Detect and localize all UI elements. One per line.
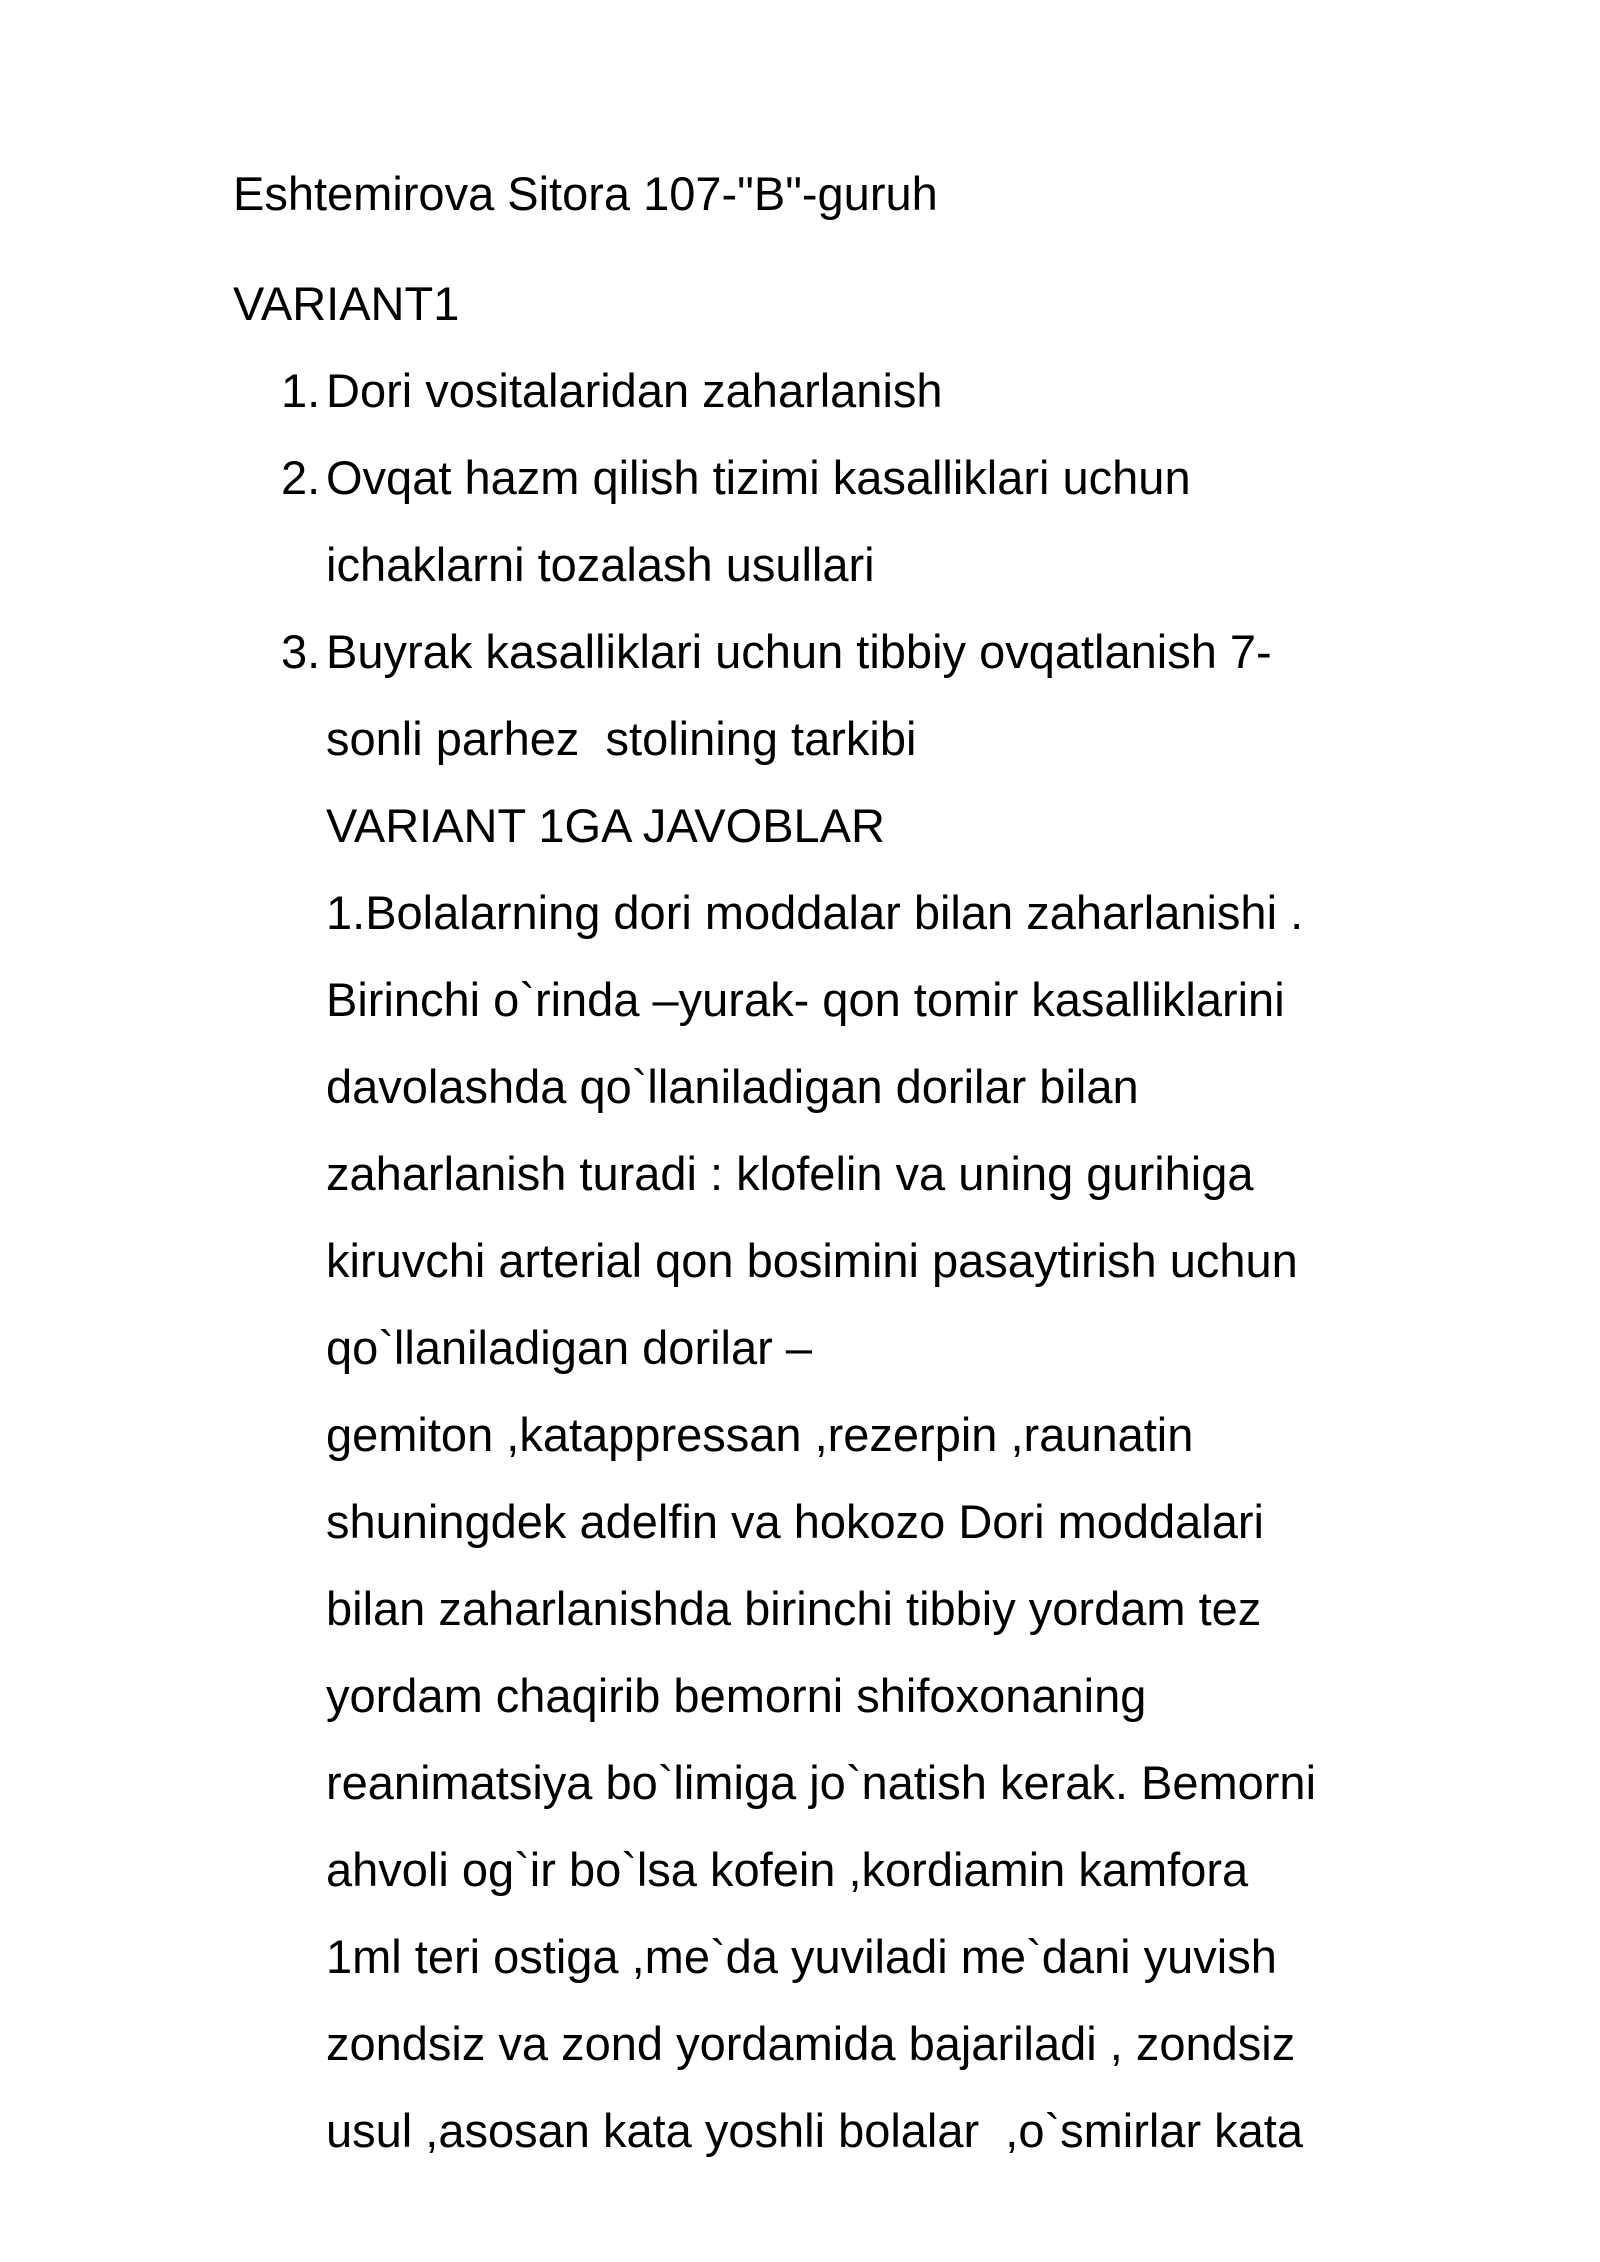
list-item bbox=[281, 608, 1520, 2174]
list-item-continuation-line: reanimatsiya bo`limiga jo`natish kerak. Bemorni bbox=[326, 1756, 1317, 1809]
list-item-first-line bbox=[281, 434, 1520, 521]
list-item-continuation-line: 1.Bolalarning dori moddalar bilan zaharlanishi . bbox=[326, 886, 1304, 939]
list-item-continuation-line: gemiton ,katappressan ,rezerpin ,raunatin bbox=[326, 1408, 1194, 1461]
list-item-text: Buyrak kasalliklari uchun tibbiy ovqatlanish 7- bbox=[326, 625, 1272, 678]
list-item-continuation-line: 1ml teri ostiga ,me`da yuviladi me`dani yuvish bbox=[326, 1930, 1277, 1983]
list-item-continuation-line: Birinchi o`rinda –yurak- qon tomir kasalliklarini bbox=[326, 973, 1285, 1026]
list-item-continuation-line: shuningdek adelfin va hokozo Dori moddalari bbox=[326, 1495, 1264, 1548]
list-item bbox=[281, 347, 1520, 434]
list-item-first-line bbox=[281, 608, 1520, 695]
variant-heading: VARIANT1 bbox=[233, 277, 460, 330]
list-item-continuation-line: qo`llaniladigan dorilar – bbox=[326, 1321, 812, 1374]
list-item-continuation-line: usul ,asosan kata yoshli bolalar ,o`smirlar kata bbox=[326, 2104, 1303, 2157]
list-item-continuation-line: sonli parhez stolining tarkibi bbox=[326, 712, 917, 765]
document-header: Eshtemirova Sitora 107-"B"-guruh bbox=[233, 167, 938, 220]
list-item-continuation-line: VARIANT 1GA JAVOBLAR bbox=[326, 799, 885, 852]
list-item-text: Ovqat hazm qilish tizimi kasalliklari uchun bbox=[326, 451, 1191, 504]
list-item-continuation-line: kiruvchi arterial qon bosimini pasaytirish uchun bbox=[326, 1234, 1298, 1287]
list-item-first-line bbox=[281, 347, 1520, 434]
list-item-number: 3. bbox=[281, 625, 321, 678]
list-item bbox=[281, 434, 1520, 608]
list-item-text: Dori vositalaridan zaharlanish bbox=[326, 364, 943, 417]
question-list bbox=[233, 347, 1520, 2174]
list-item-continuation-line: davolashda qo`llaniladigan dorilar bilan bbox=[326, 1060, 1139, 1113]
list-item-continuation-line: yordam chaqirib bemorni shifoxonaning bbox=[326, 1669, 1147, 1722]
list-item-continuation-line: zaharlanish turadi : klofelin va uning gurihiga bbox=[326, 1147, 1254, 1200]
list-item-continuation-line: bilan zaharlanishda birinchi tibbiy yordam tez bbox=[326, 1582, 1262, 1635]
list-item-number: 1. bbox=[281, 364, 321, 417]
list-item-continuation-line: zondsiz va zond yordamida bajariladi , zondsiz bbox=[326, 2017, 1296, 2070]
list-item-continuation-line: ichaklarni tozalash usullari bbox=[326, 538, 875, 591]
list-item-number: 2. bbox=[281, 451, 321, 504]
list-item-continuation-line: ahvoli og`ir bo`lsa kofein ,kordiamin kamfora bbox=[326, 1843, 1249, 1896]
